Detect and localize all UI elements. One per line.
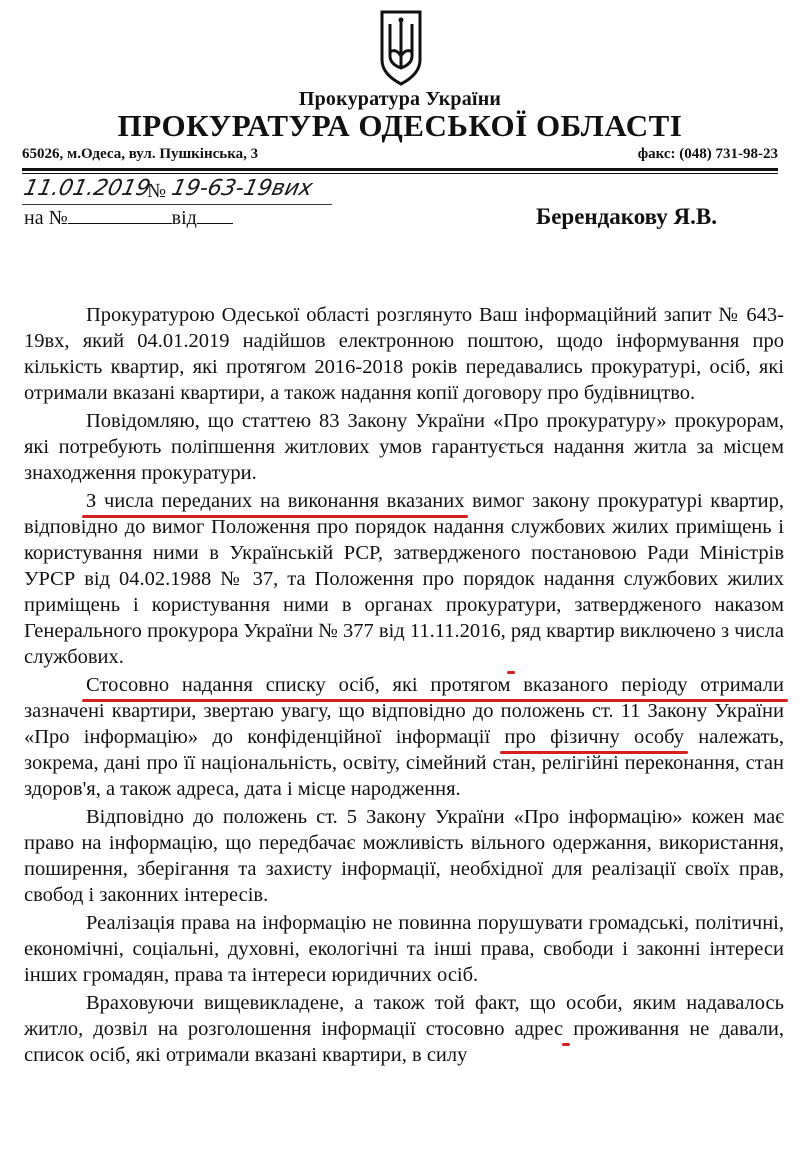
header-divider-thin xyxy=(22,173,778,174)
reference-prefix: на № xyxy=(24,207,68,229)
paragraph-2: Повідомляю, що статтею 83 Закону України «Про прокуратуру» прокурорам, які потребують поліпшення житлових умов гарантується надання житла за місцем знаходження прокуратури. xyxy=(24,410,784,484)
reference-line xyxy=(24,207,233,230)
paragraph-4-text: зазначені квартири, звертаю увагу, що відповідно до положень ст. 11 Закону України «Про інформацію» до конфіденційної інформації xyxy=(24,700,784,748)
highlight-red-underline: про фізичну особу xyxy=(504,726,684,748)
coat-of-arms-icon xyxy=(376,8,426,86)
recipient-name: Берендакову Я.В. xyxy=(536,204,718,229)
paragraph-4 xyxy=(24,672,784,802)
highlight-red-underline: Стосовно надання списку осіб, які протягом вказаного періоду отримали xyxy=(86,674,784,696)
paragraph-7-text: Враховуючи вищевикладене, а також той факт, що xyxy=(86,992,566,1014)
paragraph-4-end: належать, зокрема, дані про її національність, освіту, сімейний стан, релігійні переконання, стан здоров'я, а також адреса, дата і місце народження. xyxy=(24,726,784,800)
agency-title: ПРОКУРАТУРА ОДЕСЬКОЇ ОБЛАСТІ xyxy=(117,108,683,143)
paragraph-1: Прокуратурою Одеської області розглянуто Ваш інформаційний запит № 643-19вх, який 04.01.2019 надійшов електронною поштою, щодо інформування про кількість квартир, які протягом 2016-2018 років передавались прокуратурі, осіб, які отримали вказані квартири, а також надання копії договору про будівництво. xyxy=(24,304,784,404)
paragraph-7-end: стосовно адрес проживання не давали, список осіб, які отримали вказані квартири, в силу xyxy=(24,1018,784,1066)
reference-middle: від xyxy=(171,207,197,229)
paragraph-5: Відповідно до положень ст. 5 Закону України «Про інформацію» кожен має право на інформацію, що передбачає можливість вільного одержання, використання, поширення, зберігання та захисту інформації, необхідної для реалізації своїх прав, свобод і законних інтересів. xyxy=(24,806,784,906)
highlight-red-underline: ряд квартир виключено з числа службових. xyxy=(24,620,784,668)
outgoing-number: 19-63-19вих xyxy=(169,176,315,201)
paragraph-3-text: вимог закону прокуратурі квартир, відповідно до вимог Положення про порядок надання службових жилих приміщень і користування ними в Українській РСР, затвердженого постановою Ради Міністрів УРСР від 04.02.1988 № 37, та Положення про порядок надання службових жилих приміщень і користування ними в органах прокуратури, затвердженого наказом Генерального прокурора України № 377 від 11.11.2016, xyxy=(24,490,784,642)
reference-number-blank xyxy=(68,207,172,224)
header-divider xyxy=(22,168,778,171)
paragraph-6: Реалізація права на інформацію не повинна порушувати громадські, політичні, економічні, соціальні, духовні, екологічні та інші права, свободи і законні інтереси інших громадян, права та інтереси юридичних осіб. xyxy=(24,912,784,986)
agency-fax: факс: (048) 731-98-23 xyxy=(637,146,778,162)
letter-body xyxy=(24,302,784,1070)
agency-address: 65026, м.Одеса, вул. Пушкінська, 3 xyxy=(22,146,259,162)
paragraph-3 xyxy=(24,488,784,670)
paragraph-7 xyxy=(24,990,784,1068)
agency-subtitle: Прокуратура України xyxy=(298,88,502,110)
highlight-red-underline: З числа переданих на виконання вказаних xyxy=(86,490,465,512)
outgoing-underline xyxy=(22,204,332,205)
outgoing-date: 11.01.2019 xyxy=(21,176,153,201)
reference-date-blank xyxy=(197,207,233,224)
number-sign: № xyxy=(147,180,167,202)
highlight-red-underline: особи, яким надавалось житло, дозвіл на розголошення інформації xyxy=(24,992,784,1040)
